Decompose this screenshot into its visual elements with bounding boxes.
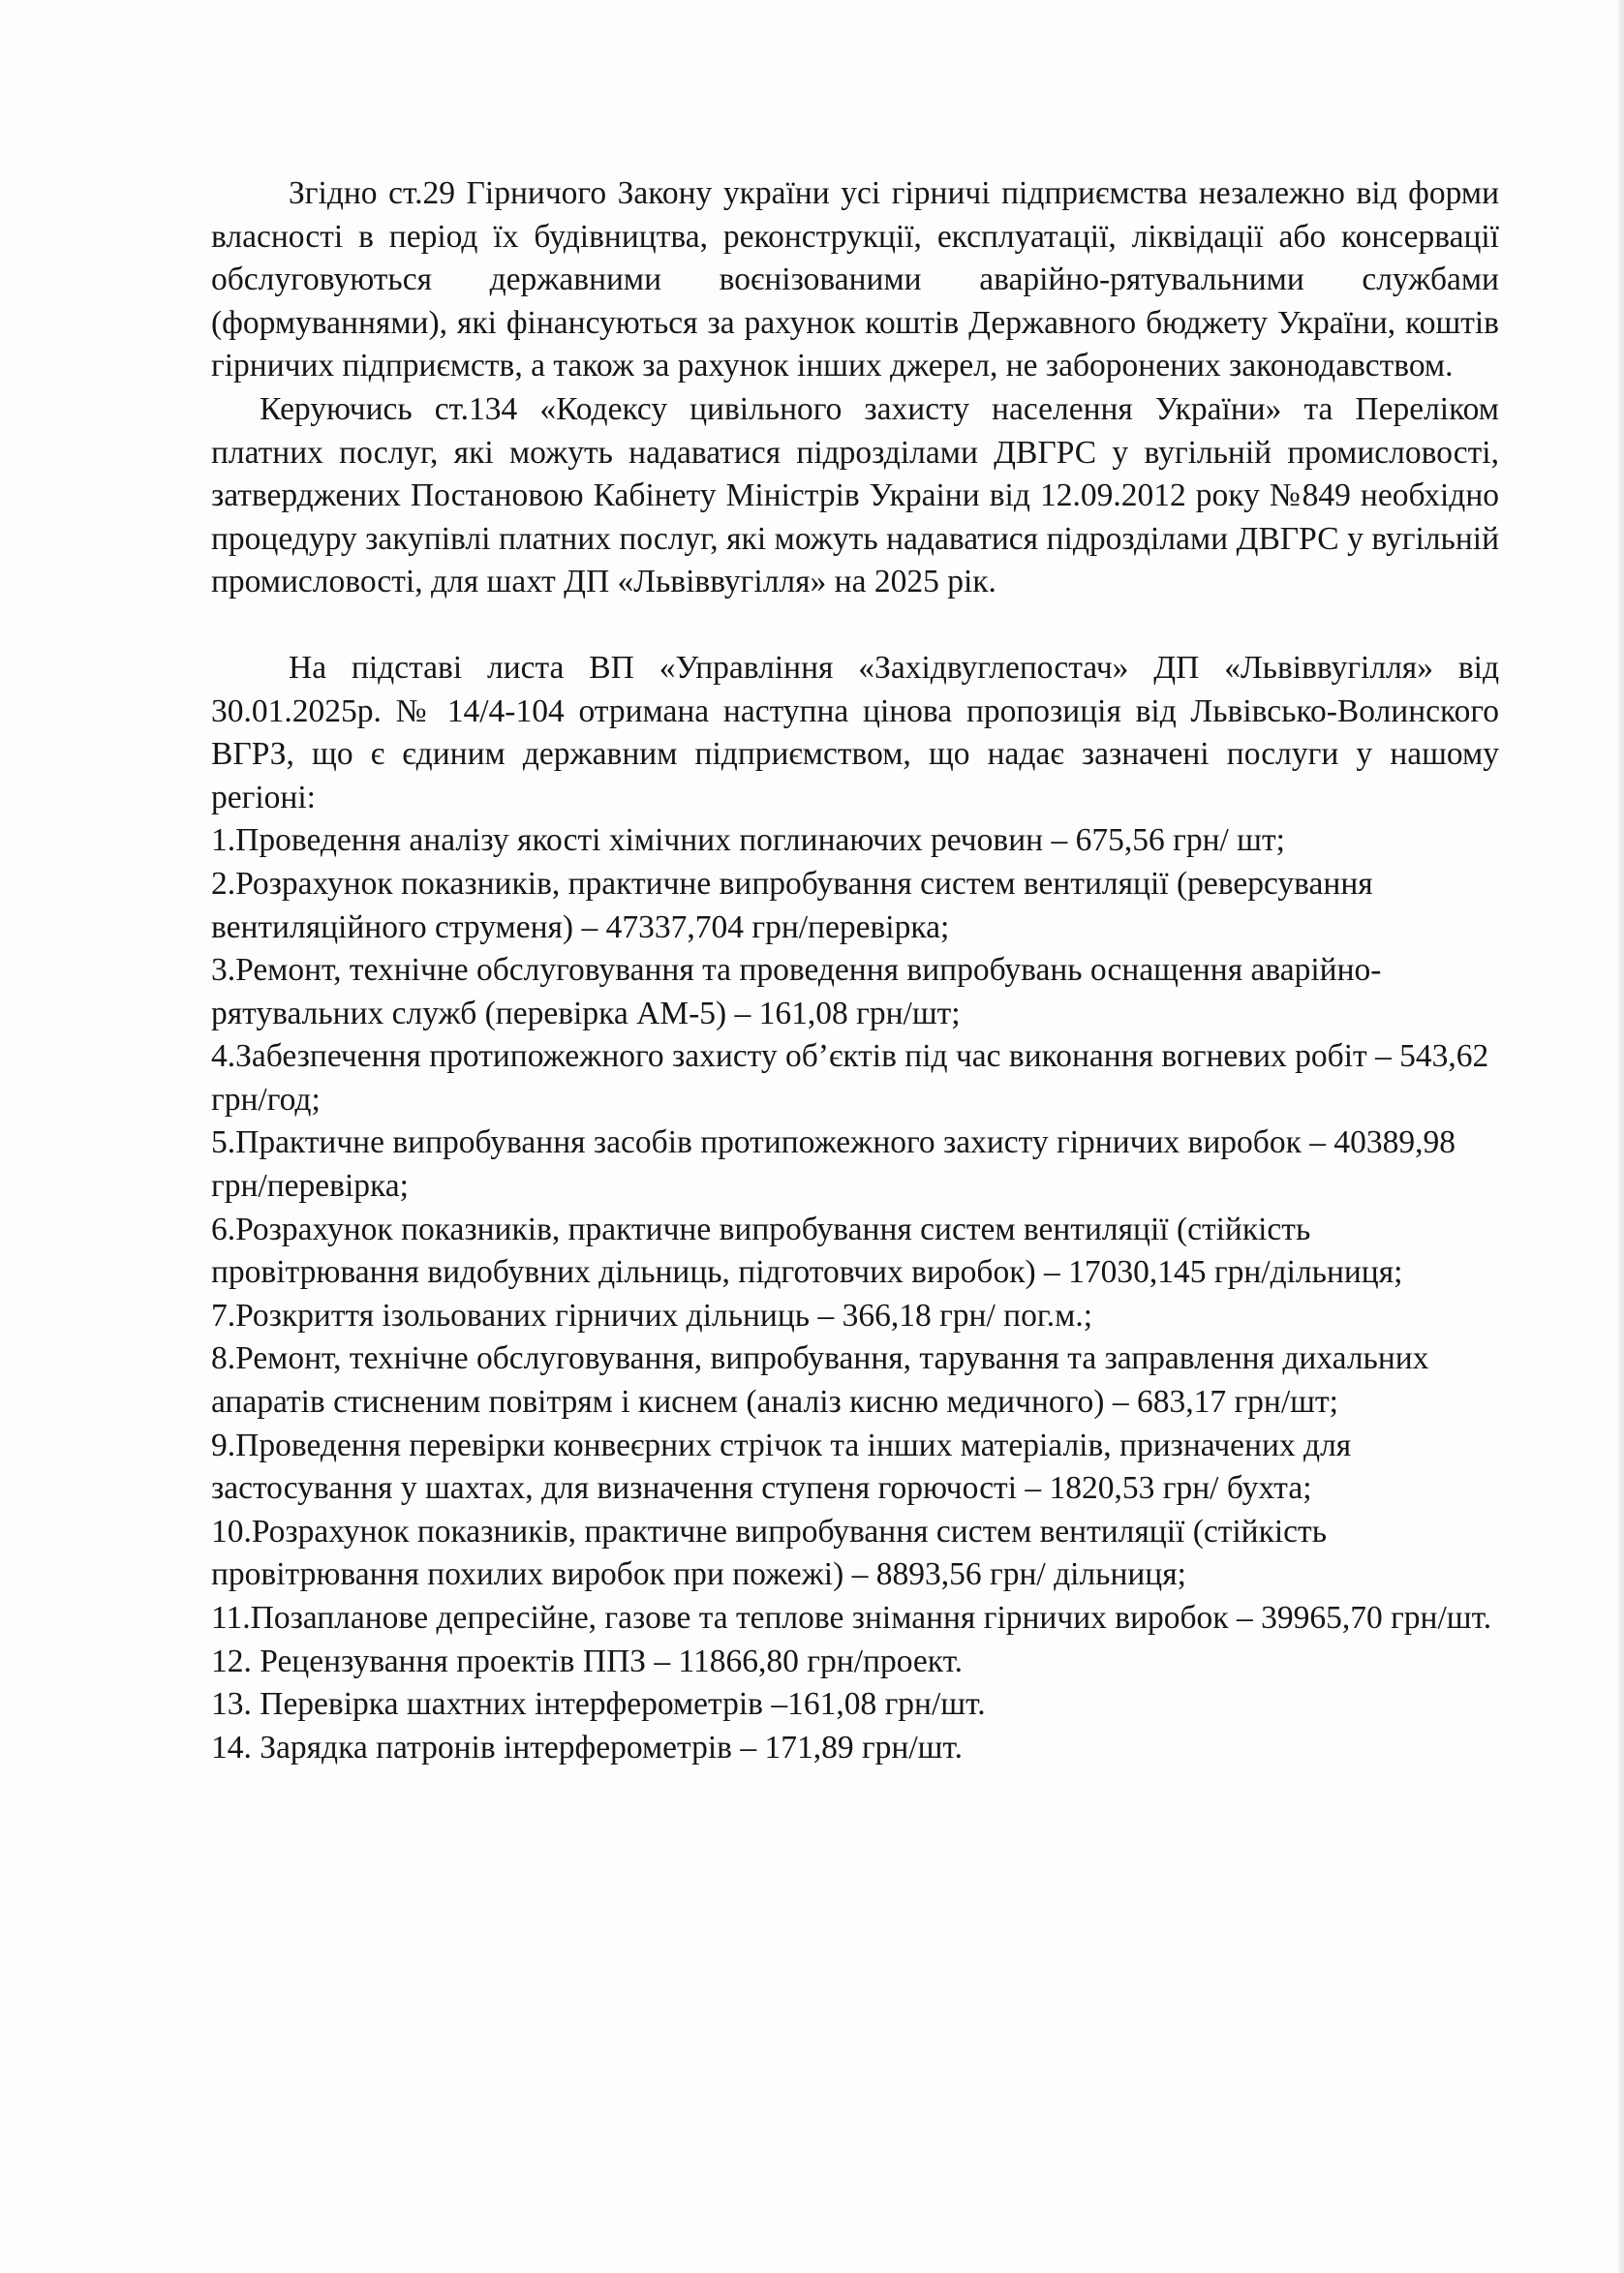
price-list-item: 7.Розкриття ізольованих гірничих дільниць – 366,18 грн/ пог.м.; (211, 1297, 1093, 1334)
document-body (211, 172, 1499, 1769)
intro-paragraph-civil-protection-code: Керуючись ст.134 «Кодексу цивільного захисту населення України» та Переліком платних послуг, які можуть надаватися підрозділами ДВГРС у вугільній промисловості, затверджених Постановою Кабінету Міністрів Украіни від 12.09.2012 року №849 необхідно процедуру закупівлі платних послуг, які можуть надаватися підрозділами ДВГРС у вугільній промисловості, для шахт ДП «Львіввугілля» на 2025 рік. (211, 390, 1499, 600)
price-list-item: 5.Практичне випробування засобів протипожежного захисту гірничих виробок – 40389,98 грн/перевірка; (211, 1124, 1455, 1205)
price-list-item: 6.Розрахунок показників, практичне випробування систем вентиляції (стійкість провітрювання видобувних дільниць, підготовчих виробок) – 17030,145 грн/дільниця; (211, 1211, 1403, 1291)
price-list-item: 1.Проведення аналізу якості хімічних поглинаючих речовин – 675,56 грн/ шт; (211, 822, 1285, 859)
page-edge-shadow (1618, 0, 1624, 2273)
price-list-item: 4.Забезпечення протипожежного захисту об’єктів під час виконання вогневих робіт – 543,62 грн/год; (211, 1038, 1489, 1118)
price-list-item: 3.Ремонт, технічне обслуговування та проведення випробувань оснащення аварійно-рятувальних служб (перевірка АМ-5) – 161,08 грн/шт; (211, 952, 1382, 1031)
price-list-item: 8.Ремонт, технічне обслуговування, випробування, тарування та заправлення дихальних апаратів стисненим повітрям і киснем (аналіз кисню медичного) – 683,17 грн/шт; (211, 1340, 1429, 1421)
paragraph-spacer (211, 604, 1499, 647)
basis-paragraph: На підставі листа ВП «Управління «Західвуглепостач» ДП «Львіввугілля» від 30.01.2025р. № 14/4-104 отримана наступна цінова пропозиція від Львівсько-Волинского ВГРЗ, що є єдиним державним підприємством, що надає зазначені послуги у нашому регіоні: (211, 649, 1499, 815)
intro-paragraph-mining-law: Згідно ст.29 Гірничого Закону україни усі гірничі підприємства незалежно від форми власності в період їх будівництва, реконструкції, експлуатації, ліквідації або консервації обслуговуються державними воєнізованими аварійно-рятувальними службами (формуваннями), які фінансуються за рахунок коштів Державного бюджету України, коштів гірничих підприємств, а також за рахунок інших джерел, не заборонених законодавством. (211, 175, 1499, 384)
price-list (211, 819, 1499, 1769)
price-list-item: 10.Розрахунок показників, практичне випробування систем вентиляції (стійкість провітрювання похилих виробок при пожежі) – 8893,56 грн/ дільниця; (211, 1513, 1327, 1593)
price-list-item: 2.Розрахунок показників, практичне випробування систем вентиляції (реверсування вентиляційного струменя) – 47337,704 грн/перевірка; (211, 865, 1373, 945)
price-list-item: 12. Рецензування проектів ППЗ – 11866,80 грн/проект. (211, 1643, 964, 1679)
price-list-item: 13. Перевірка шахтних інтерферометрів –161,08 грн/шт. (211, 1686, 986, 1723)
price-list-item: 11.Позаплановe депресійне, газове та теплове знімання гірничих виробок – 39965,70 грн/шт. (211, 1600, 1492, 1636)
price-list-item: 9.Проведення перевірки конвеєрних стрічок та інших матеріалів, призначених для застосування у шахтах, для визначення ступеня горючості – 1820,53 грн/ бухта; (211, 1427, 1352, 1507)
price-list-item: 14. Зарядка патронів інтерферометрів – 171,89 грн/шт. (211, 1729, 963, 1766)
